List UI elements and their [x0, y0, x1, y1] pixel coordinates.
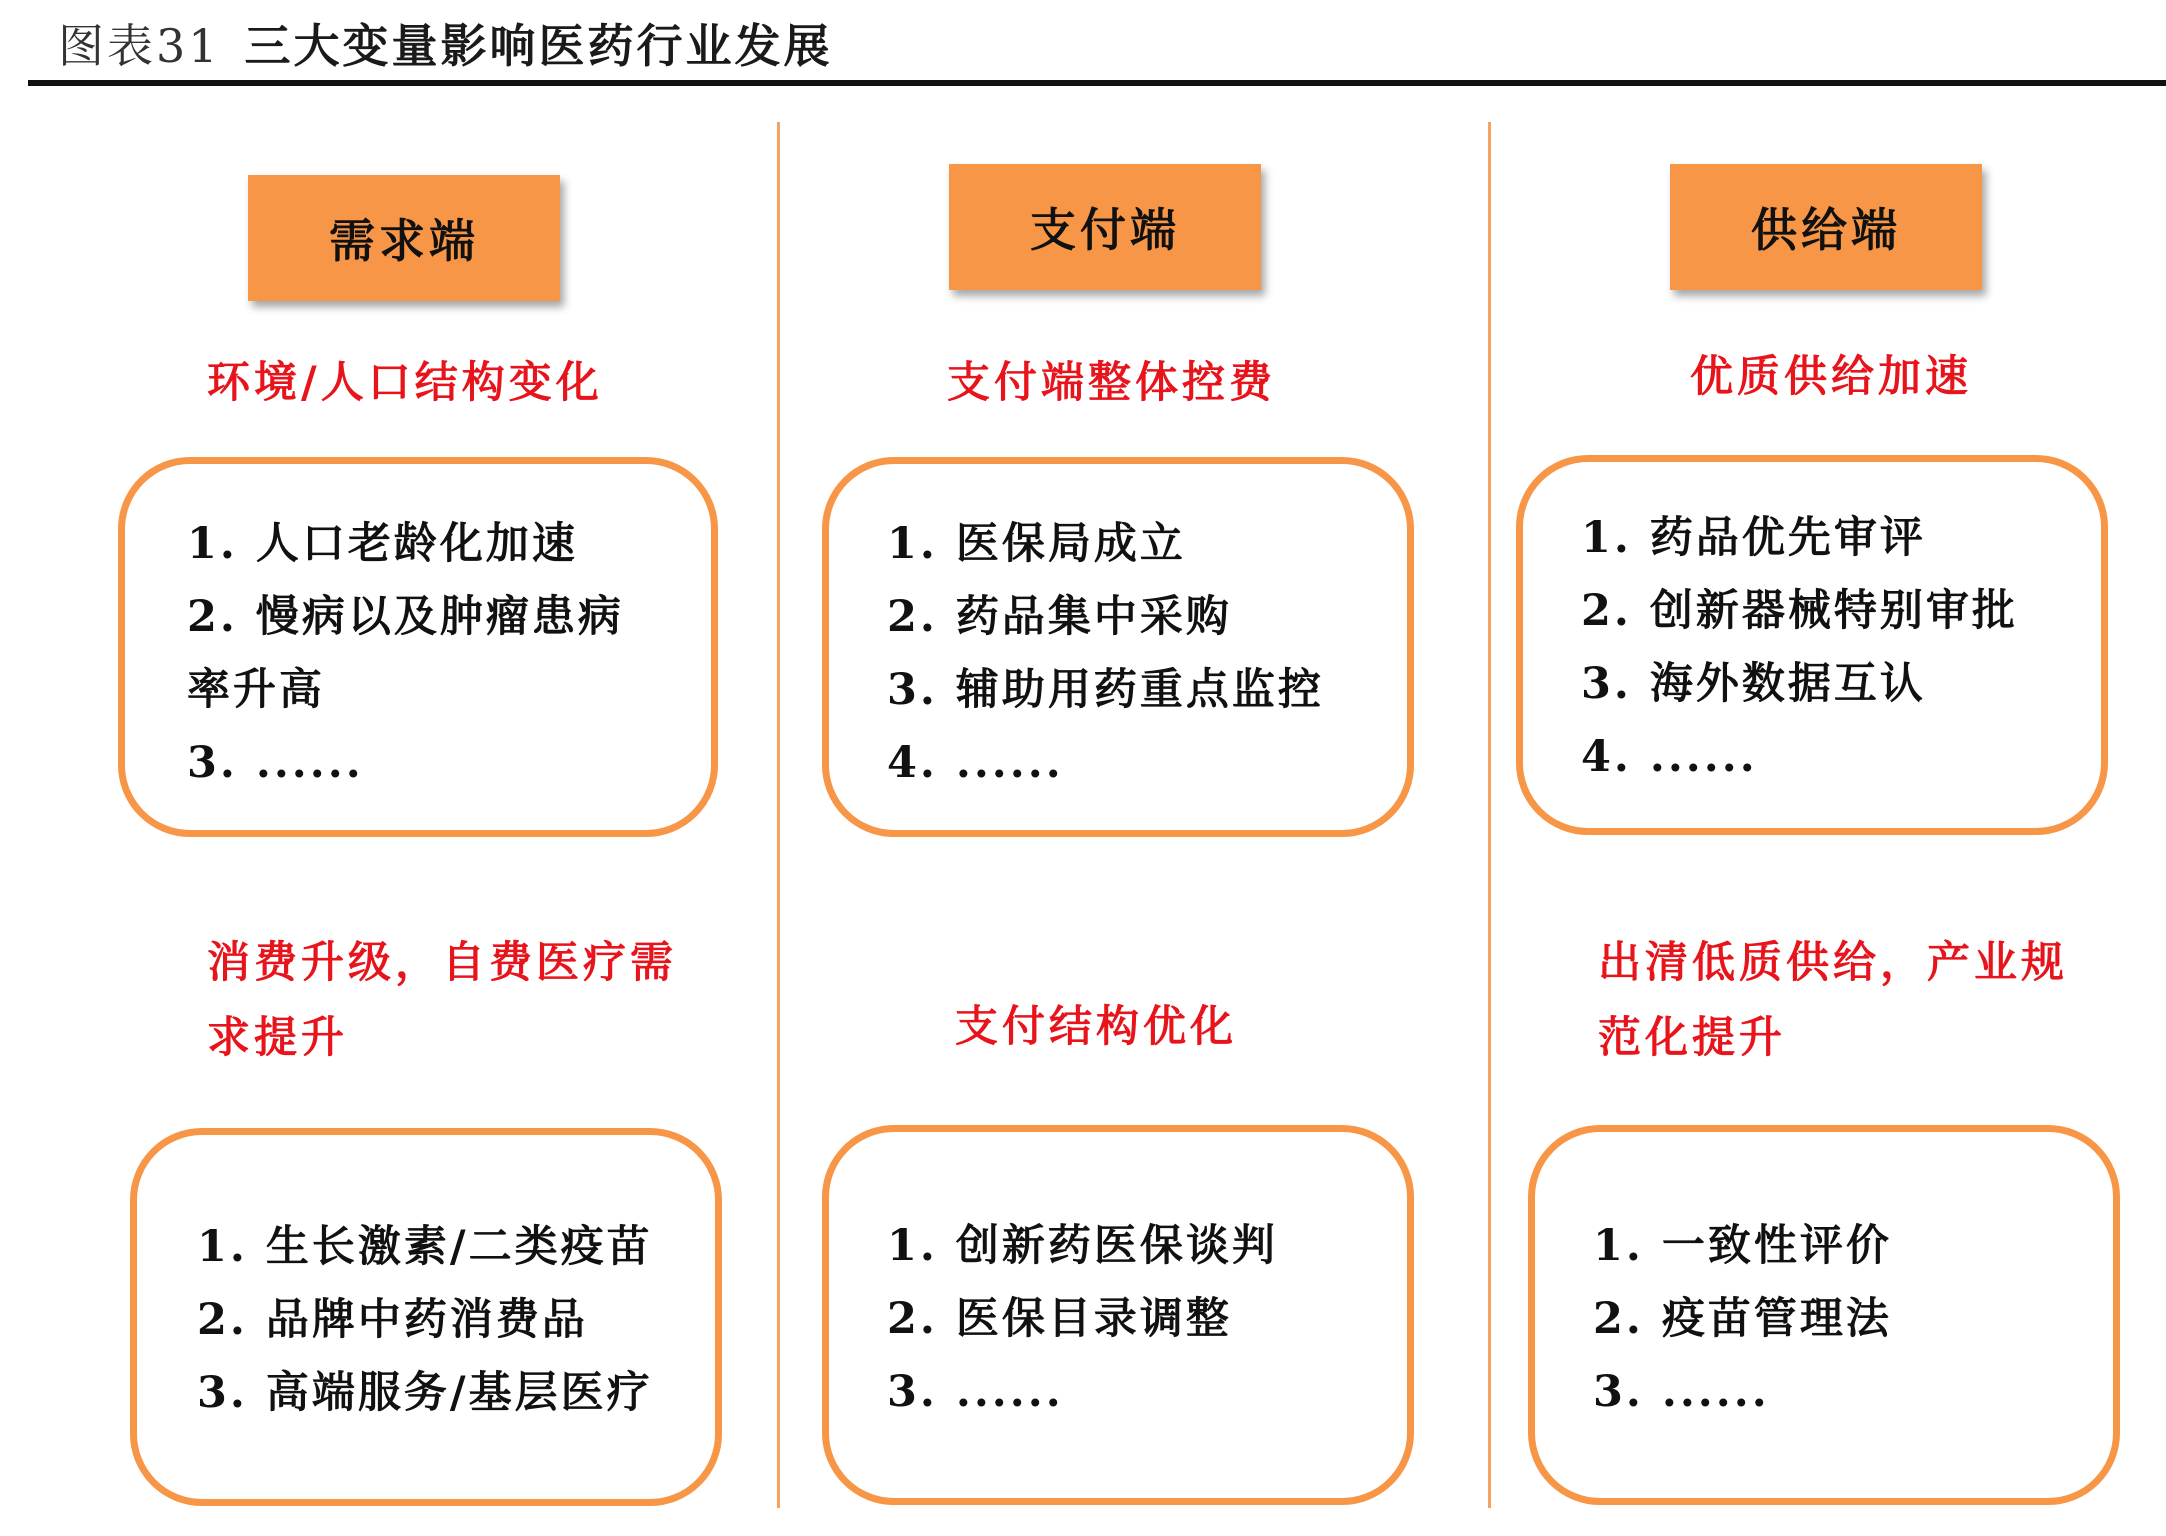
figure-title: [58, 14, 833, 78]
list-item: 3. 海外数据互认: [1581, 659, 1926, 709]
list-item: 3. ......: [187, 738, 364, 788]
demand-bottom-heading: 消费升级，自费医疗需求提升: [207, 938, 677, 1063]
list-item: 3. ......: [887, 1367, 1064, 1417]
demand-top-heading: 环境/人口结构变化: [207, 358, 603, 408]
list-item: 2. 慢病以及肿瘤患病率升高: [187, 592, 624, 715]
list-item: 3. 辅助用药重点监控: [887, 665, 1324, 715]
list-item: 1. 创新药医保谈判: [887, 1221, 1278, 1271]
column-divider-left: [777, 122, 780, 1508]
payment-bottom-heading: 支付结构优化: [955, 1002, 1237, 1052]
figure-number: 图表31: [58, 19, 221, 73]
payment-side-header: 支付端: [949, 164, 1261, 290]
list-item: 4. ......: [887, 738, 1064, 788]
column-divider-right: [1488, 122, 1491, 1508]
list-item: 4. ......: [1581, 732, 1758, 782]
list-item: 3. 高端服务/基层医疗: [197, 1368, 653, 1418]
demand-bottom-card: [130, 1128, 722, 1506]
list-item: 2. 医保目录调整: [887, 1294, 1232, 1344]
list-item: 3. ......: [1593, 1367, 1770, 1417]
list-item: 1. 药品优先审评: [1581, 513, 1926, 563]
list-item: 2. 品牌中药消费品: [197, 1295, 588, 1345]
demand-top-card: [118, 457, 718, 837]
list-item: 1. 人口老龄化加速: [187, 519, 578, 569]
list-item: 2. 创新器械特别审批: [1581, 586, 2018, 636]
demand-side-header: 需求端: [248, 175, 560, 301]
title-rule: [28, 80, 2166, 86]
figure-main-title: 三大变量影响医药行业发展: [244, 19, 833, 73]
list-item: 1. 生长激素/二类疫苗: [197, 1222, 653, 1272]
payment-top-heading: 支付端整体控费: [947, 358, 1276, 408]
supply-bottom-heading: 出清低质供给，产业规范化提升: [1598, 938, 2068, 1063]
list-item: 1. 医保局成立: [887, 519, 1186, 569]
supply-bottom-card: [1528, 1125, 2120, 1505]
payment-bottom-card: [822, 1125, 1414, 1505]
list-item: 1. 一致性评价: [1593, 1221, 1892, 1271]
supply-top-heading: 优质供给加速: [1690, 352, 1972, 402]
list-item: 2. 疫苗管理法: [1593, 1294, 1892, 1344]
supply-side-header: 供给端: [1670, 164, 1982, 290]
list-item: 2. 药品集中采购: [887, 592, 1232, 642]
supply-top-card: [1516, 455, 2108, 835]
payment-top-card: [822, 457, 1414, 837]
